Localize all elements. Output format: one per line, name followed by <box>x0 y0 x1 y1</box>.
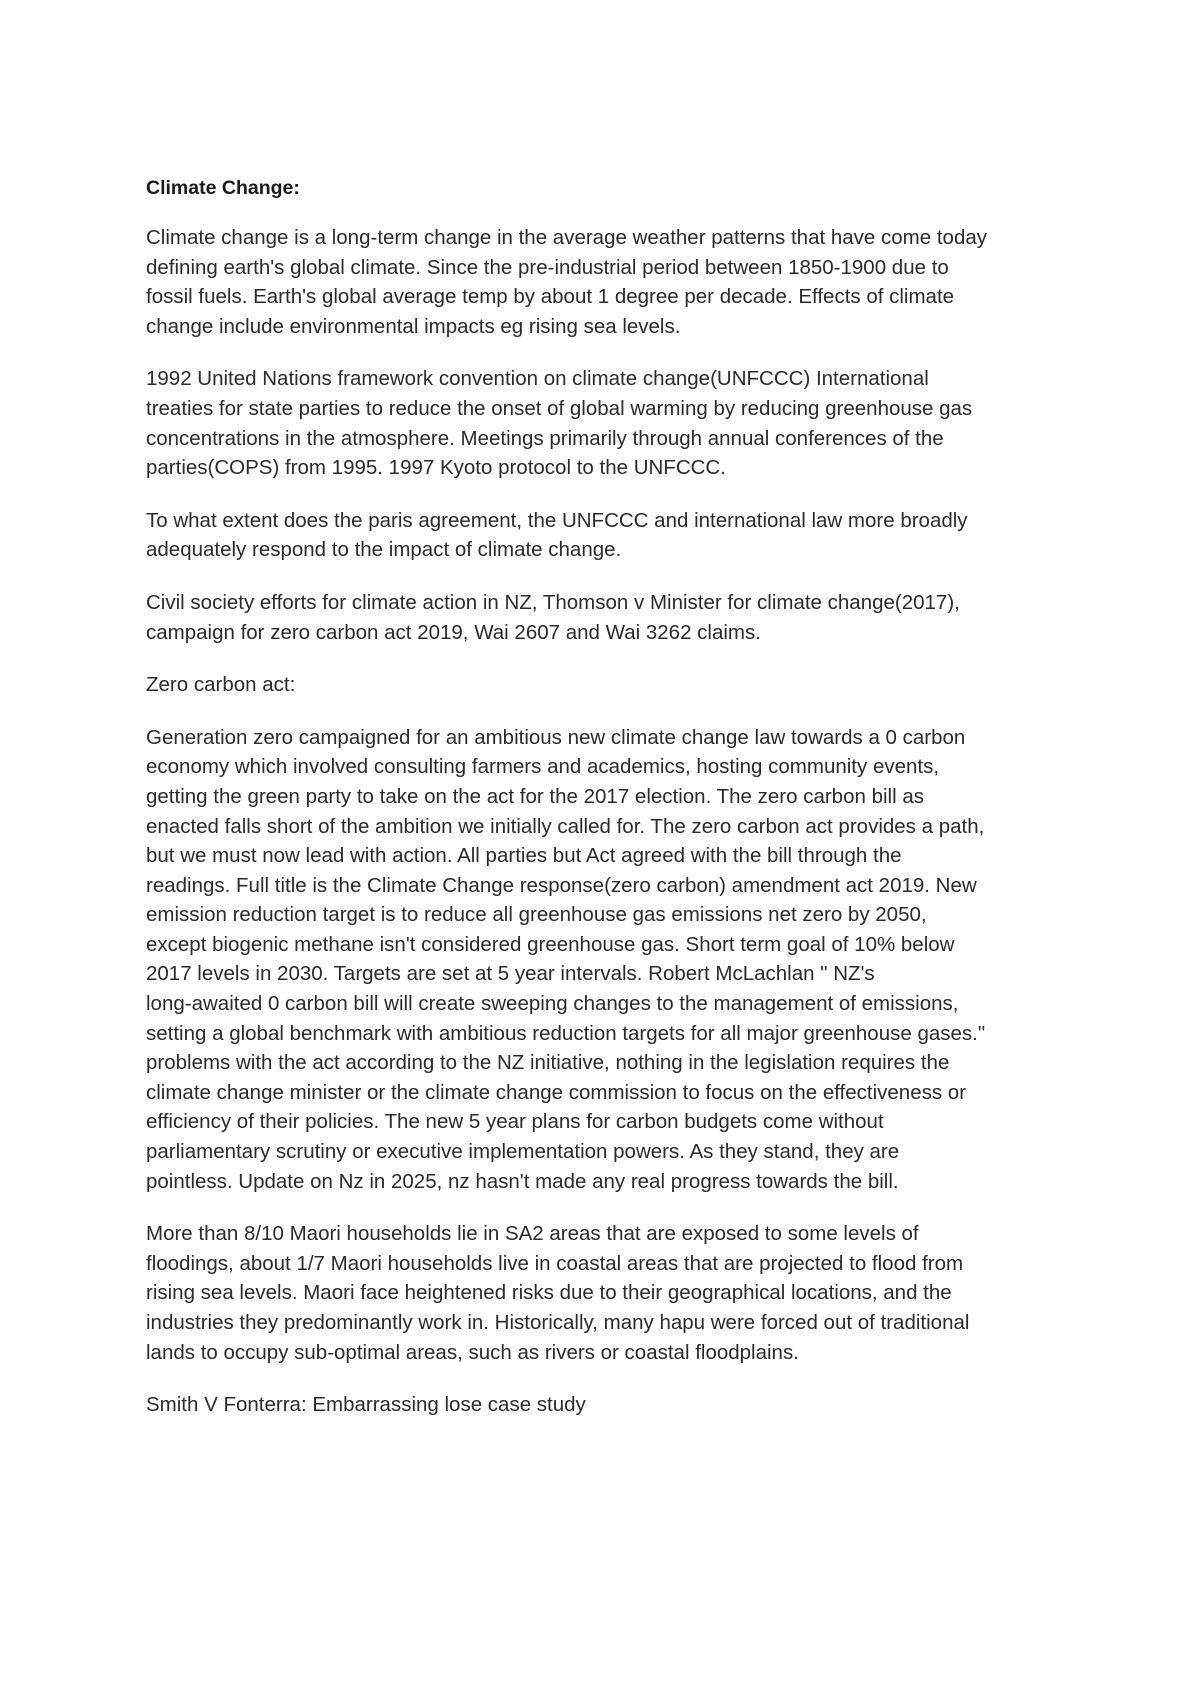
text-line: Smith V Fonterra: Embarrassing lose case study <box>146 1393 586 1417</box>
text-line: concentrations in the atmosphere. Meetings primarily through annual conferences of the <box>146 426 944 450</box>
text-line: climate change minister or the climate change commission to focus on the effectiveness or <box>146 1080 967 1104</box>
text-line: campaign for zero carbon act 2019, Wai 2607 and Wai 3262 claims. <box>146 620 761 644</box>
text-line: industries they predominantly work in. Historically, many hapu were forced out of traditional <box>146 1311 970 1334</box>
paragraph-question <box>146 506 1076 565</box>
text-line: treaties for state parties to reduce the onset of global warming by reducing greenhouse gas <box>146 396 973 420</box>
text-line: rising sea levels. Maori face heightened risks due to their geographical locations, and the <box>146 1281 952 1305</box>
document-heading: Climate Change: <box>146 177 300 199</box>
text-line: More than 8/10 Maori households lie in SA2 areas that are exposed to some levels of <box>146 1222 919 1246</box>
text-line: but we must now lead with action. All parties but Act agreed with the bill through the <box>146 844 902 868</box>
text-line: parties(COPS) from 1995. 1997 Kyoto protocol to the UNFCCC. <box>146 456 726 480</box>
text-line: To what extent does the paris agreement, the UNFCCC and international law more broadly <box>146 508 968 532</box>
text-line: efficiency of their policies. The new 5 year plans for carbon budgets come without <box>146 1110 884 1134</box>
text-line: change include environmental impacts eg rising sea levels. <box>146 314 681 338</box>
paragraph-unfccc <box>146 364 1076 482</box>
paragraph-smith-v-fonterra <box>146 1390 1076 1420</box>
text-line: readings. Full title is the Climate Change response(zero carbon) amendment act 2019. New <box>146 873 977 897</box>
text-line: Generation zero campaigned for an ambitious new climate change law towards a 0 carbon <box>146 725 966 749</box>
paragraph-generation-zero <box>146 723 1076 1197</box>
text-line: enacted falls short of the ambition we initially called for. The zero carbon act provides a path, <box>146 814 985 838</box>
paragraph-maori-households <box>146 1219 1076 1367</box>
paragraph-civil-society <box>146 588 1076 647</box>
text-line: lands to occupy sub-optimal areas, such as rivers or coastal floodplains. <box>146 1340 799 1364</box>
text-line: floodings, about 1/7 Maori households live in coastal areas that are projected to flood from <box>146 1251 964 1275</box>
text-line: parliamentary scrutiny or executive implementation powers. As they stand, they are <box>146 1140 900 1164</box>
document-page <box>146 174 1076 1443</box>
text-line: Civil society efforts for climate action in NZ, Thomson v Minister for climate change(2017), <box>146 590 960 614</box>
text-line: Zero carbon act: <box>146 673 296 697</box>
text-line: 2017 levels in 2030. Targets are set at 5 year intervals. Robert McLachlan " NZ's <box>146 962 875 986</box>
paragraph-zero-carbon-label <box>146 670 1076 700</box>
text-line: Climate change is a long-term change in the average weather patterns that have come today <box>146 226 987 249</box>
text-line: except biogenic methane isn't considered greenhouse gas. Short term goal of 10% below <box>146 932 955 956</box>
paragraph-climate-change-definition <box>146 223 1076 341</box>
text-line: defining earth's global climate. Since the pre-industrial period between 1850-1900 due to <box>146 255 949 279</box>
text-line: setting a global benchmark with ambitious reduction targets for all major greenhouse gases." <box>146 1021 986 1045</box>
text-line: pointless. Update on Nz in 2025, nz hasn't made any real progress towards the bill. <box>146 1169 899 1193</box>
text-line: emission reduction target is to reduce all greenhouse gas emissions net zero by 2050, <box>146 903 927 927</box>
text-line: problems with the act according to the NZ initiative, nothing in the legislation requires the <box>146 1051 950 1075</box>
text-line: economy which involved consulting farmers and academics, hosting community events, <box>146 755 940 779</box>
text-line: getting the green party to take on the act for the 2017 election. The zero carbon bill as <box>146 784 924 808</box>
text-line: long-awaited 0 carbon bill will create sweeping changes to the management of emissions, <box>146 992 959 1016</box>
text-line: fossil fuels. Earth's global average temp by about 1 degree per decade. Effects of climate <box>146 285 955 309</box>
text-line: adequately respond to the impact of climate change. <box>146 538 622 562</box>
text-line: 1992 United Nations framework convention on climate change(UNFCCC) International <box>146 367 929 391</box>
